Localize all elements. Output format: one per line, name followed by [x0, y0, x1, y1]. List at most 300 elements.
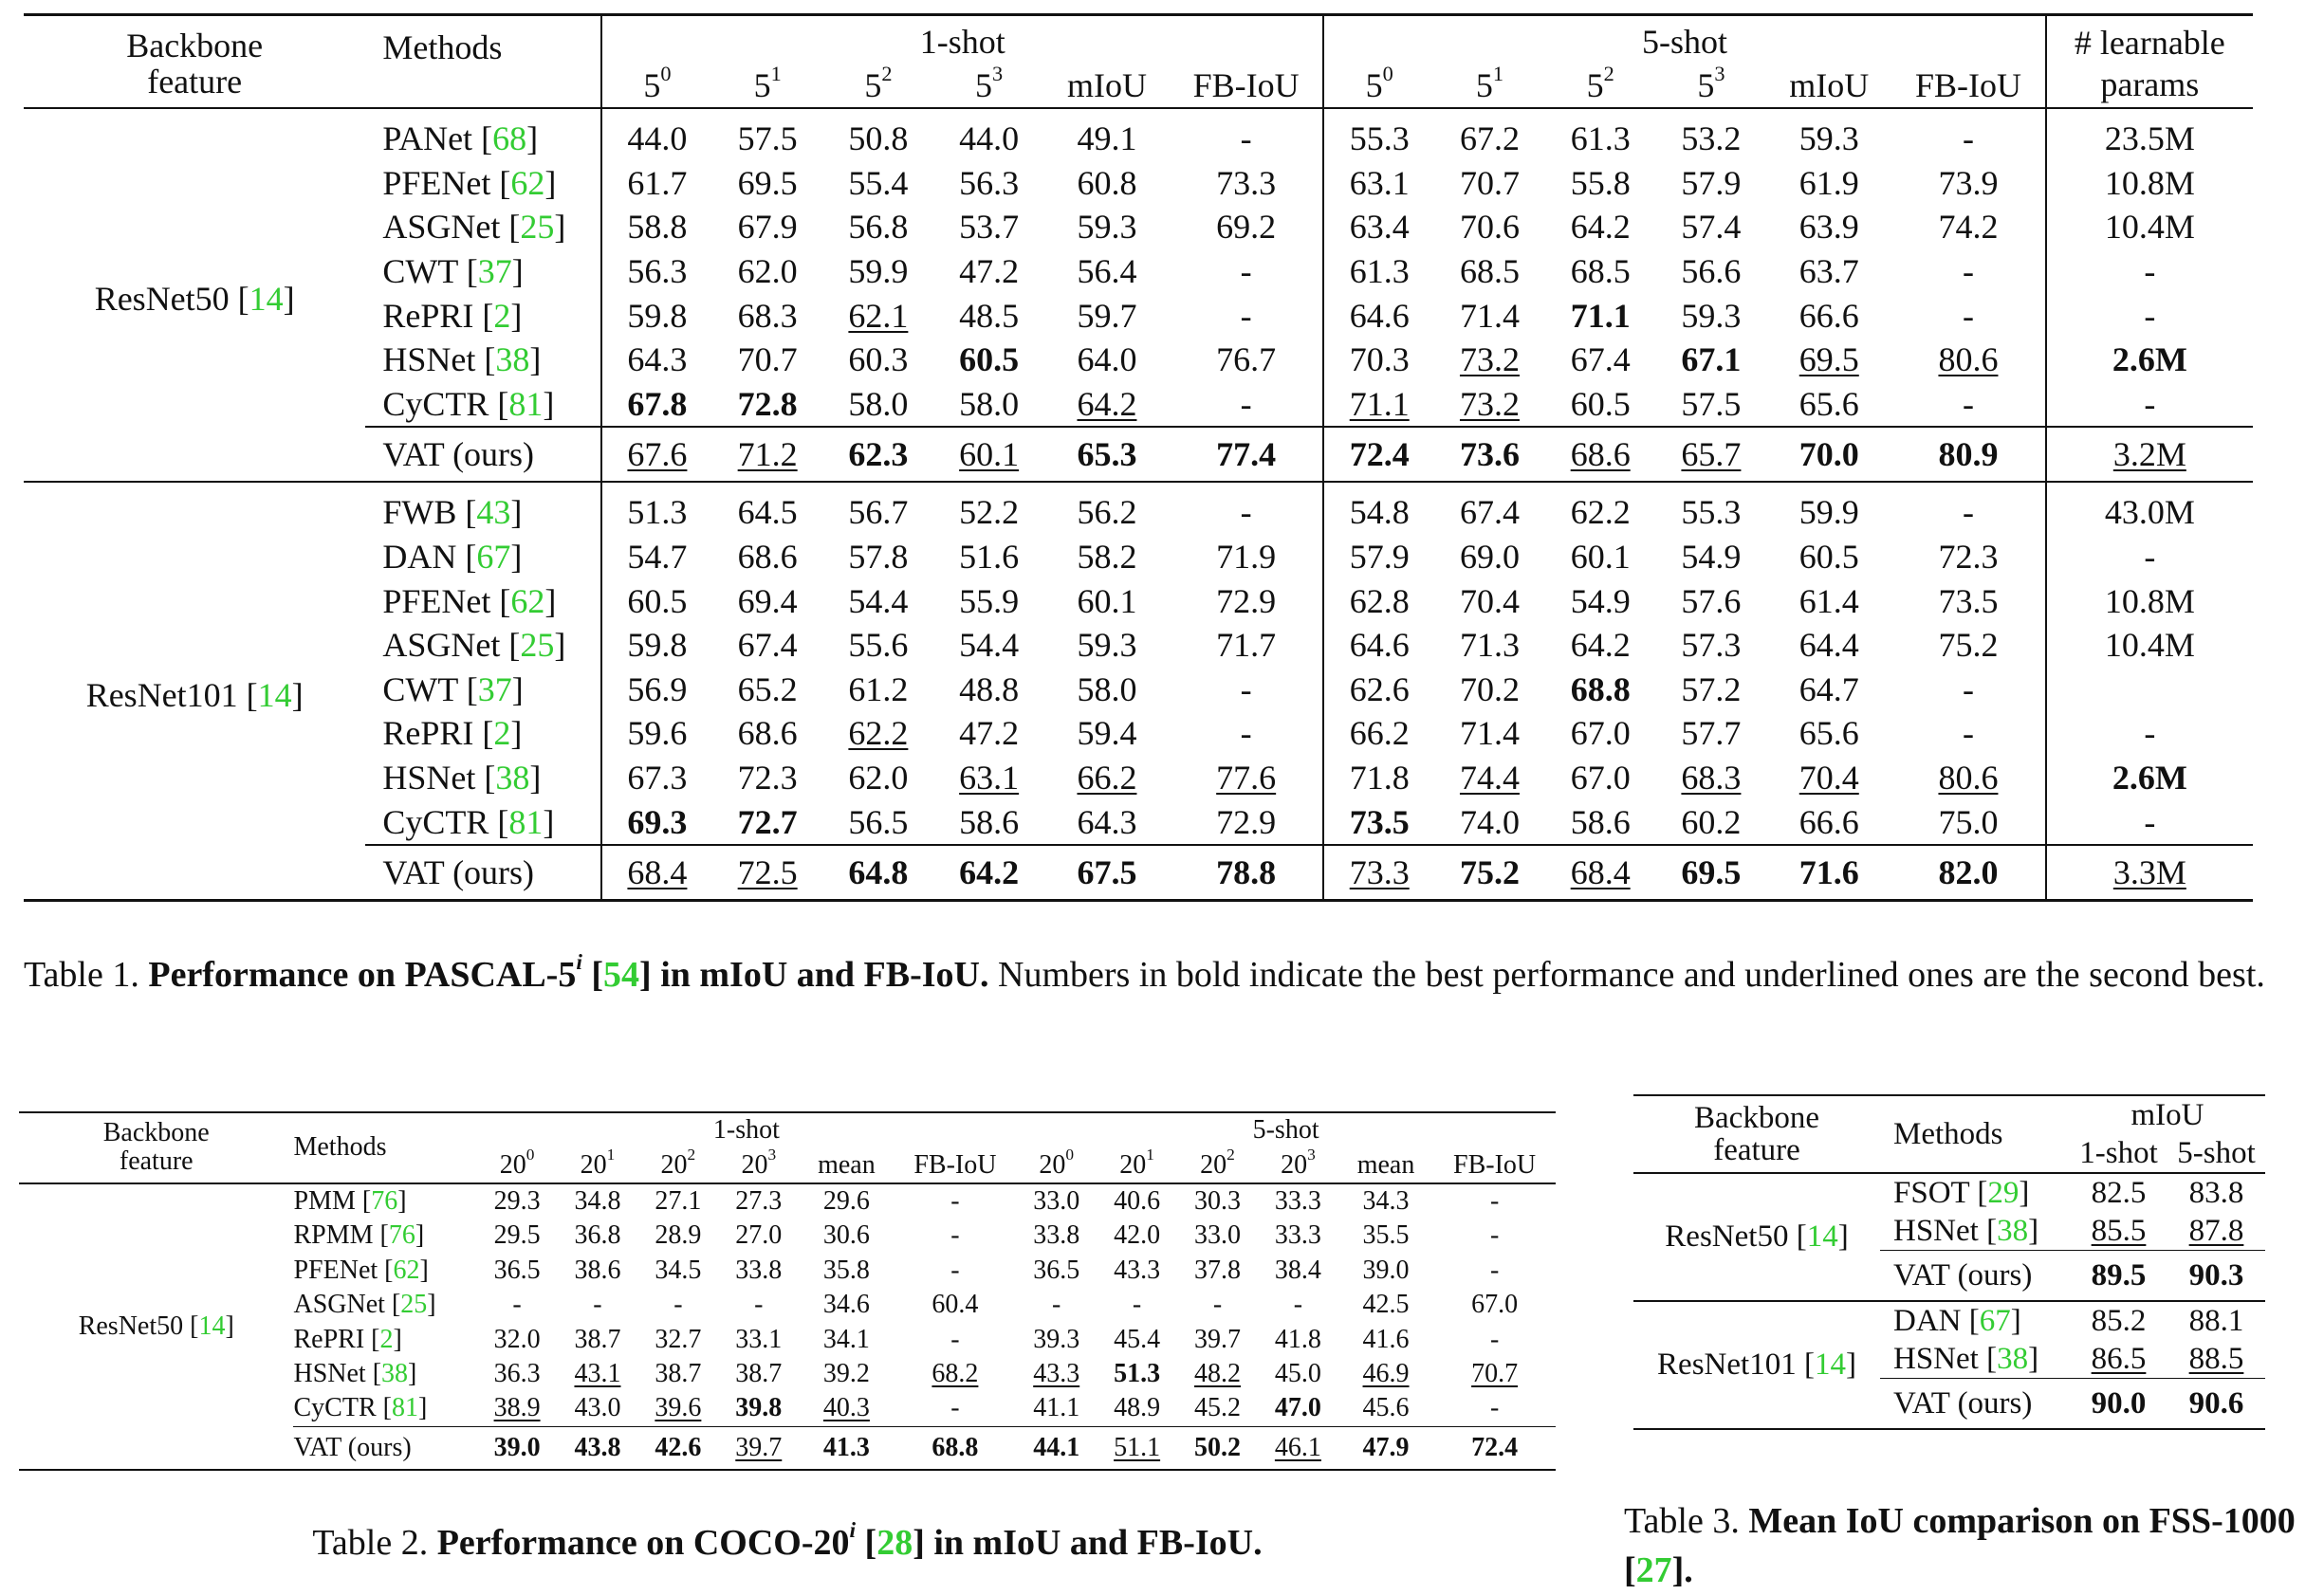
table-cell: - [950, 1393, 960, 1423]
table-cell: 56.9 [601, 668, 712, 712]
table-cell: 40.3 [822, 1393, 870, 1423]
t1-fold3-5: $5^3$ [1656, 64, 1767, 108]
method-name: PFENet [62] [382, 581, 557, 620]
table-cell: 67.8 [601, 382, 712, 428]
citation-ref[interactable]: 14 [249, 280, 284, 319]
table-cell: 34.6 [822, 1290, 870, 1320]
table-cell: 64.2 [933, 845, 1044, 901]
table-cell: 58.6 [1570, 802, 1631, 841]
table-cell: 54.7 [601, 535, 712, 579]
table-cell: 59.9 [848, 252, 909, 291]
citation-ref[interactable]: 38 [381, 1358, 409, 1388]
citation-ref[interactable]: 25 [520, 626, 555, 665]
t3-1shot-header: 1-shot [2070, 1134, 2167, 1173]
t2-fbiou-5: FB-IoU [1433, 1147, 1556, 1182]
table-cell: 76.7 [1216, 340, 1277, 379]
citation-ref[interactable]: 25 [400, 1290, 428, 1320]
table-cell: 75.2 [1938, 626, 1999, 665]
table-cell: 61.2 [848, 669, 909, 708]
method-name: RePRI [2] [382, 714, 523, 753]
method-name: RePRI [2] [382, 296, 523, 335]
table-cell: 57.3 [1681, 626, 1742, 665]
table-cell: 53.2 [1681, 119, 1742, 158]
table-cell: 56.2 [1077, 493, 1137, 532]
table-cell: 33.8 [1033, 1220, 1080, 1251]
table-cell: 38.6 [574, 1255, 621, 1285]
table-cell: 62.8 [1323, 578, 1434, 623]
citation-ref[interactable]: 2 [493, 714, 511, 753]
table-cell: 35.8 [822, 1255, 870, 1285]
citation-ref[interactable]: 38 [495, 340, 530, 379]
table-cell: 32.7 [655, 1324, 702, 1354]
table-cell: 33.0 [1033, 1185, 1080, 1216]
table-cell: 59.8 [601, 293, 712, 338]
table-cell: 56.6 [1681, 252, 1742, 291]
t1-fold1: $5^1$ [712, 64, 823, 108]
table-cell: 67.3 [601, 756, 712, 800]
table-cell: 60.5 [601, 578, 712, 623]
table-2-caption: Table 2. Performance on COCO-20$^i$ [28] in mIoU and FB-IoU. [312, 1517, 1263, 1563]
method-name: CyCTR [81] [293, 1393, 428, 1423]
table-row [24, 482, 2253, 535]
table-cell: 72.3 [1938, 538, 1999, 577]
citation-ref[interactable]: 14 [257, 675, 292, 714]
table-cell: 59.9 [1798, 493, 1859, 532]
table-cell: 42.5 [1362, 1290, 1410, 1320]
table-cell: - [1962, 669, 1974, 708]
citation-ref[interactable]: 76 [371, 1185, 398, 1216]
table-cell: 62.2 [848, 714, 909, 753]
table-cell: 71.1 [1570, 296, 1631, 335]
citation-ref[interactable]: 62 [393, 1255, 420, 1285]
table-cell: 56.4 [1077, 252, 1137, 291]
table-cell: 51.3 [1114, 1358, 1161, 1388]
t2-fold1: $20^1$ [558, 1147, 638, 1182]
method-name: CyCTR [81] [382, 802, 555, 841]
table-cell: 29.5 [493, 1220, 541, 1251]
table-cell: 44.0 [959, 119, 1020, 158]
table-cell: 57.4 [1681, 208, 1742, 247]
t2-backbone-header: Backbone feature [19, 1112, 293, 1183]
table-cell: 48.9 [1114, 1393, 1161, 1423]
table-cell: 39.0 [477, 1426, 558, 1470]
table-cell: 69.5 [737, 163, 798, 202]
table-cell: 64.2 [1570, 208, 1631, 247]
citation-ref[interactable]: 25 [520, 208, 555, 247]
table-cell: 83.8 [2188, 1175, 2244, 1210]
table-cell: 10.8M [2046, 161, 2253, 206]
table-cell: 73.6 [1434, 427, 1545, 482]
table-cell: 64.3 [1077, 802, 1137, 841]
table-cell: 71.4 [1459, 714, 1520, 753]
table-cell: 46.9 [1362, 1358, 1410, 1388]
table-cell: 88.5 [2188, 1341, 2244, 1376]
citation-ref[interactable]: 81 [508, 384, 544, 423]
table-cell: 68.3 [1681, 759, 1742, 798]
table-cell: 36.5 [1033, 1255, 1080, 1285]
table-cell: 71.4 [1459, 296, 1520, 335]
table-cell: 58.8 [601, 205, 712, 249]
table-cell: 71.9 [1216, 538, 1277, 577]
table-cell: 68.3 [737, 296, 798, 335]
table-cell: 68.6 [1545, 427, 1656, 482]
t2-fold1-5: $20^1$ [1097, 1147, 1177, 1182]
table-cell: 63.7 [1798, 252, 1859, 291]
table-cell: 65.6 [1798, 384, 1859, 423]
citation-ref[interactable]: 14 [1814, 1348, 1846, 1382]
table-cell: 72.5 [712, 845, 823, 901]
table-cell: 89.5 [2070, 1251, 2167, 1302]
table-cell: 67.9 [737, 208, 798, 247]
table-cell: 69.5 [1656, 845, 1767, 901]
method-name: HSNet [38] [1893, 1213, 2039, 1248]
table-cell: 23.5M [2046, 108, 2253, 161]
table-cell: 68.4 [1545, 845, 1656, 901]
table-cell: 47.2 [959, 714, 1020, 753]
table-cell: 57.9 [1681, 163, 1742, 202]
method-name: FSOT [29] [1893, 1175, 2030, 1210]
citation-ref[interactable]: 14 [198, 1311, 226, 1341]
table-cell: 28.9 [655, 1220, 702, 1251]
table-cell: 62.0 [737, 252, 798, 291]
table-cell: 60.5 [959, 340, 1020, 379]
t2-methods-header: Methods [293, 1112, 476, 1183]
citation-ref[interactable]: 29 [1987, 1175, 2020, 1210]
table-cell: 48.8 [959, 669, 1020, 708]
table-cell: 62.2 [1570, 493, 1631, 532]
table-cell: - [1489, 1255, 1500, 1285]
table-cell: 55.3 [1681, 493, 1742, 532]
table-cell: 67.4 [1459, 493, 1520, 532]
table-cell: 58.6 [959, 802, 1020, 841]
table-cell: 51.6 [959, 538, 1020, 577]
table-cell: 72.9 [1216, 581, 1277, 620]
method-name: ASGNet [25] [293, 1290, 436, 1320]
table-cell: 71.6 [1766, 845, 1891, 901]
table-cell: 59.7 [1077, 296, 1137, 335]
table-cell: - [1962, 493, 1974, 532]
table-cell: 59.3 [1077, 626, 1137, 665]
table-cell: 56.7 [848, 493, 909, 532]
backbone-name: ResNet50 [14] [1633, 1173, 1880, 1301]
t2-5shot-header: 5-shot [1252, 1115, 1319, 1146]
table-row [1633, 1301, 2265, 1340]
table-cell: 57.5 [1681, 384, 1742, 423]
table-cell: 49.1 [1077, 119, 1137, 158]
table-cell: 36.5 [493, 1255, 541, 1285]
table-cell: 45.4 [1114, 1324, 1161, 1354]
citation-ref[interactable]: 68 [492, 119, 527, 158]
table-cell: 41.8 [1274, 1324, 1321, 1354]
table-cell: - [1962, 119, 1974, 158]
table-cell: 48.2 [1194, 1358, 1241, 1388]
t1-5shot-header: 5-shot [1323, 15, 2045, 64]
table-cell: 72.8 [737, 384, 798, 423]
t2-fbiou-1: FB-IoU [895, 1147, 1017, 1182]
table-cell: 60.5 [1798, 538, 1859, 577]
table-cell: 55.8 [1570, 163, 1631, 202]
t2-mean-5: mean [1338, 1147, 1433, 1182]
citation-ref[interactable]: 67 [476, 538, 511, 577]
table-cell: - [1240, 493, 1252, 532]
table-cell: - [1240, 384, 1252, 423]
table-cell: - [950, 1255, 960, 1285]
table-cell: 39.6 [655, 1393, 702, 1423]
table-cell: 75.0 [1938, 802, 1999, 841]
table-cell: 63.9 [1798, 208, 1859, 247]
table-cell [2046, 668, 2253, 712]
table-cell: 37.8 [1194, 1255, 1241, 1285]
table-cell: - [754, 1290, 764, 1320]
citation-ref[interactable]: 14 [1806, 1219, 1838, 1254]
table-cell: 63.1 [959, 759, 1020, 798]
table-cell: 69.4 [737, 581, 798, 620]
table-cell: 51.1 [1097, 1426, 1177, 1470]
table-cell: 68.2 [931, 1358, 979, 1388]
table-cell: - [2046, 382, 2253, 428]
table-cell: 60.1 [933, 427, 1044, 482]
table-cell: - [2046, 535, 2253, 579]
table-cell: 85.5 [2091, 1213, 2147, 1248]
method-name: VAT (ours) [293, 1426, 476, 1470]
table-cell: 55.6 [848, 626, 909, 665]
table-cell: 55.3 [1323, 108, 1434, 161]
table-cell: 27.0 [735, 1220, 783, 1251]
table-cell: 59.8 [601, 623, 712, 668]
table-cell: 70.2 [1459, 669, 1520, 708]
table-cell: 78.8 [1170, 845, 1323, 901]
table-cell: - [1962, 714, 1974, 753]
table-cell: 54.4 [959, 626, 1020, 665]
table-cell: - [673, 1290, 683, 1320]
table-cell: - [1240, 714, 1252, 753]
table-cell: 64.3 [601, 338, 712, 382]
table-cell: 72.4 [1433, 1426, 1556, 1470]
t2-fold0: $20^0$ [477, 1147, 558, 1182]
table-cell: - [1962, 384, 1974, 423]
table-cell: 67.5 [1044, 845, 1170, 901]
table-cell: 52.2 [959, 493, 1020, 532]
method-name: FWB [43] [382, 493, 523, 532]
table-cell: - [1240, 669, 1252, 708]
t2-1shot-header: 1-shot [712, 1115, 780, 1146]
table-cell: - [1489, 1185, 1500, 1216]
table-cell: - [1240, 296, 1252, 335]
t3-miou-header: mIoU [2130, 1097, 2204, 1132]
table-cell: 38.7 [655, 1358, 702, 1388]
table-cell: 39.8 [735, 1393, 783, 1423]
table-cell: 64.2 [1077, 384, 1137, 423]
table-cell: 74.4 [1459, 759, 1520, 798]
citation-ref[interactable]: 38 [495, 759, 530, 798]
t2-fold2-5: $20^2$ [1177, 1147, 1258, 1182]
table-cell: 43.0 [574, 1393, 621, 1423]
table-cell: 53.7 [959, 208, 1020, 247]
table-cell: 71.1 [1323, 382, 1434, 428]
citation-ref[interactable]: 2 [493, 296, 511, 335]
method-name: ASGNet [25] [382, 626, 566, 665]
table-cell: 65.2 [737, 669, 798, 708]
citation-ref[interactable]: 2 [379, 1324, 394, 1354]
table-cell: 47.2 [959, 252, 1020, 291]
method-name: DAN [67] [382, 538, 523, 577]
table-cell: 73.9 [1938, 163, 1999, 202]
table-cell: 62.1 [848, 296, 909, 335]
citation-ref[interactable]: 37 [477, 252, 512, 291]
table-cell: 56.5 [848, 802, 909, 841]
table-cell: 67.2 [1459, 119, 1520, 158]
table-cell: - [1489, 1220, 1500, 1251]
table-cell: 38.9 [493, 1393, 541, 1423]
table-cell: 72.7 [737, 802, 798, 841]
method-name: RPMM [76] [293, 1220, 425, 1251]
table-cell: 80.6 [1938, 340, 1999, 379]
citation-ref[interactable]: 38 [1997, 1341, 2029, 1376]
table-cell: 41.6 [1362, 1324, 1410, 1354]
table-cell: 67.4 [1570, 340, 1631, 379]
backbone-name: ResNet50 [14] [78, 1311, 234, 1341]
table-cell: 73.3 [1216, 163, 1277, 202]
method-name: CyCTR [81] [382, 384, 555, 423]
table-cell: 68.4 [601, 845, 712, 901]
citation-ref[interactable]: 67 [1979, 1303, 2011, 1338]
table-cell: 70.3 [1323, 338, 1434, 382]
table-cell: 77.6 [1216, 759, 1277, 798]
table-cell: 90.3 [2167, 1251, 2265, 1302]
t1-fold0-5: $5^0$ [1323, 64, 1434, 108]
table-cell: 33.3 [1274, 1220, 1321, 1251]
table-cell: 59.3 [1077, 208, 1137, 247]
table-cell: 56.8 [848, 208, 909, 247]
t1-methods-header: Methods [365, 15, 601, 109]
citation-ref[interactable]: 43 [476, 493, 511, 532]
table-cell: 73.5 [1938, 581, 1999, 620]
table-cell: 64.6 [1323, 293, 1434, 338]
method-name: PMM [76] [293, 1185, 407, 1216]
table-cell: 61.3 [1570, 119, 1631, 158]
table-cell: 3.2M [2046, 427, 2253, 482]
table-cell: - [2046, 293, 2253, 338]
method-name: DAN [67] [1893, 1303, 2021, 1338]
citation-ref[interactable]: 37 [477, 669, 512, 708]
table-cell: - [1240, 119, 1252, 158]
method-name: PFENet [62] [293, 1255, 429, 1285]
method-name: HSNet [38] [382, 759, 542, 798]
table-cell: - [1962, 296, 1974, 335]
table-cell: - [593, 1290, 602, 1320]
method-name: PFENet [62] [382, 163, 557, 202]
table-cell: 67.6 [601, 427, 712, 482]
table-cell: 54.9 [1681, 538, 1742, 577]
citation-ref[interactable]: 81 [508, 802, 544, 841]
method-name: ASGNet [25] [382, 208, 566, 247]
t2-fold3: $20^3$ [718, 1147, 799, 1182]
table-cell: 72.3 [737, 759, 798, 798]
table-cell: - [1240, 252, 1252, 291]
table-cell: 34.3 [1362, 1185, 1410, 1216]
table-cell: 50.8 [848, 119, 909, 158]
table-cell: 47.9 [1338, 1426, 1433, 1470]
table-cell: 41.3 [799, 1426, 894, 1470]
t3-5shot-header: 5-shot [2167, 1134, 2265, 1173]
table-cell: 60.5 [1570, 384, 1631, 423]
table-cell: 69.3 [601, 799, 712, 845]
citation-ref[interactable]: 62 [510, 163, 545, 202]
table-cell: 33.8 [735, 1255, 783, 1285]
table-cell: 45.6 [1362, 1393, 1410, 1423]
table-cell: 68.5 [1459, 252, 1520, 291]
t1-backbone-header: Backbone feature [24, 15, 365, 109]
table-cell: 29.3 [493, 1185, 541, 1216]
citation-ref[interactable]: 81 [391, 1393, 418, 1423]
table-cell: - [1489, 1324, 1500, 1354]
table-cell: 75.2 [1434, 845, 1545, 901]
table-cell: 30.3 [1194, 1185, 1241, 1216]
t1-fold2-5: $5^2$ [1545, 64, 1656, 108]
table-cell: 72.4 [1323, 427, 1434, 482]
table-cell: 40.6 [1114, 1185, 1161, 1216]
table-cell: - [1962, 252, 1974, 291]
table-cell: 30.6 [822, 1220, 870, 1251]
table-cell: - [950, 1324, 960, 1354]
table-cell: 43.1 [574, 1358, 621, 1388]
table-cell: 70.6 [1459, 208, 1520, 247]
method-name: HSNet [38] [382, 340, 542, 379]
table-cell: 82.5 [2091, 1175, 2147, 1210]
table-cell: 62.3 [823, 427, 934, 482]
citation-ref[interactable]: 38 [1997, 1213, 2029, 1248]
backbone-name: ResNet101 [14] [1657, 1348, 1856, 1382]
table-cell: 80.6 [1938, 759, 1999, 798]
table-cell: - [1052, 1290, 1061, 1320]
table-cell: 60.1 [1570, 538, 1631, 577]
table-cell: 36.8 [574, 1220, 621, 1251]
table-cell: 70.4 [1798, 759, 1859, 798]
table-cell: 38.7 [574, 1324, 621, 1354]
table-cell: 43.0M [2046, 482, 2253, 535]
table-cell: 69.5 [1798, 340, 1859, 379]
table-cell: 67.0 [1570, 714, 1631, 753]
table-cell: 62.0 [848, 759, 909, 798]
t1-fold1-5: $5^1$ [1434, 64, 1545, 108]
table-cell: 60.3 [848, 340, 909, 379]
table-cell: - [1132, 1290, 1142, 1320]
table-cell: 85.2 [2091, 1303, 2147, 1338]
table-cell: 57.7 [1681, 714, 1742, 753]
table-cell: 72.9 [1216, 802, 1277, 841]
table-cell: 55.4 [848, 163, 909, 202]
table-cell: 65.6 [1798, 714, 1859, 753]
table-cell: - [950, 1185, 960, 1216]
table-cell: 39.7 [1194, 1324, 1241, 1354]
table-cell: 77.4 [1170, 427, 1323, 482]
table-cell: 68.6 [737, 714, 798, 753]
table-cell: 68.6 [737, 538, 798, 577]
citation-ref[interactable]: 76 [388, 1220, 415, 1251]
backbone-name: ResNet101 [14] [85, 675, 304, 714]
table-cell: 43.3 [1114, 1255, 1161, 1285]
t1-fold3: $5^3$ [933, 64, 1044, 108]
table-1-pascal [24, 13, 2253, 902]
table-cell: 43.8 [558, 1426, 638, 1470]
table-cell: 55.9 [959, 581, 1020, 620]
method-name: PANet [68] [382, 119, 539, 158]
table-cell: 29.6 [822, 1185, 870, 1216]
t1-fold2: $5^2$ [823, 64, 934, 108]
table-cell: 45.2 [1194, 1393, 1241, 1423]
citation-ref[interactable]: 62 [510, 581, 545, 620]
table-cell: 39.3 [1033, 1324, 1080, 1354]
